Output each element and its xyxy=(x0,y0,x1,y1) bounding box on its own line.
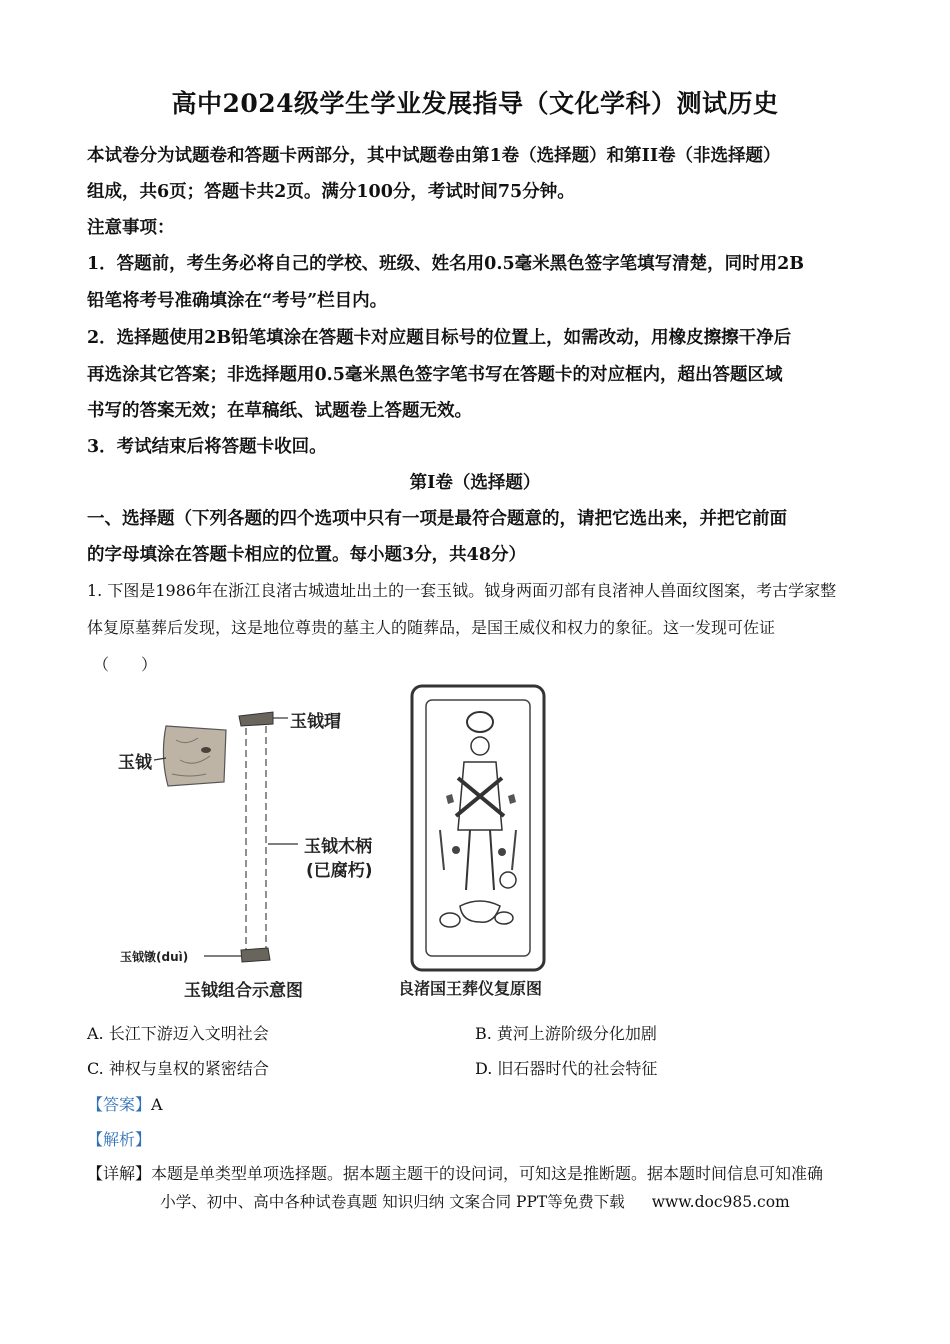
notice-item-1-line-2: 铅笔将考号准确填涂在“考号”栏目内。 xyxy=(87,291,388,311)
notice-heading: 注意事项： xyxy=(87,218,175,238)
notice-item-2-line-2: 再选涂其它答案；非选择题用0.5毫米黑色签字笔书写在答题卡的对应框内，超出答题区域 xyxy=(87,365,783,385)
intro-line-2: 组成，共6页；答题卡共2页。满分100分，考试时间75分钟。 xyxy=(87,182,575,202)
jade-axe-shape xyxy=(163,726,226,786)
option-b: B. 黄河上游阶级分化加剧 xyxy=(475,1024,657,1043)
notice-item-3: 3．考试结束后将答题卡收回。 xyxy=(87,437,327,457)
page-footer xyxy=(0,1190,950,1212)
footer-text: 小学、初中、高中各种试卷真题 知识归纳 文案合同 PPT等免费下载 xyxy=(160,1193,625,1211)
page-title: 高中2024级学生学业发展指导（文化学科）测试历史 xyxy=(171,89,779,118)
detail-text: 本题是单类型单项选择题。据本题主题干的设问词，可知这是推断题。据本题时间信息可知准确 xyxy=(151,1164,824,1183)
answer-tag: 【答案】 xyxy=(87,1095,152,1114)
jade-dui-shape xyxy=(241,948,270,962)
intro-line-1: 本试卷分为试题卷和答题卡两部分，其中试题卷由第1卷（选择题）和第II卷（非选择题） xyxy=(87,146,781,166)
footer-site[interactable]: www.doc985.com xyxy=(651,1193,790,1211)
option-a: A. 长江下游迈入文明社会 xyxy=(87,1024,269,1043)
option-d: D. 旧石器时代的社会特征 xyxy=(475,1059,658,1078)
question-stem-line-1: 1. 下图是1986年在浙江良渚古城遗址出土的一套玉钺。钺身两面刃部有良渚神人兽面纹图案，考古学家整 xyxy=(87,581,837,600)
answer-value: A xyxy=(151,1095,163,1114)
answer-line xyxy=(87,1092,163,1115)
notice-item-2-line-3: 书写的答案无效；在草稿纸、试题卷上答题无效。 xyxy=(87,401,472,421)
detail-tag: 【详解】 xyxy=(87,1164,152,1183)
label-jade-cap: 玉钺瑁 xyxy=(290,712,341,732)
section-heading-line-1: 一、选择题（下列各题的四个选项中只有一项是最符合题意的，请把它选出来，并把它前面 xyxy=(87,509,787,529)
section-heading-line-2: 的字母填涂在答题卡相应的位置。每小题3分，共48分） xyxy=(87,545,527,565)
detail-line xyxy=(87,1161,823,1184)
label-jade-axe: 玉钺 xyxy=(118,753,152,773)
notice-item-1-line-1: 1．答题前，考生务必将自己的学校、班级、姓名用0.5毫米黑色签字笔填写清楚，同时用2B xyxy=(87,254,805,274)
label-jade-handle-note: (已腐朽) xyxy=(306,861,373,881)
jade-cap-shape xyxy=(239,712,273,726)
notice-item-2-line-1: 2．选择题使用2B铅笔填涂在答题卡对应题目标号的位置上，如需改动，用橡皮擦擦干净后 xyxy=(87,328,792,348)
label-jade-handle: 玉钺木柄 xyxy=(304,837,372,857)
question-stem-line-3: （ ） xyxy=(93,655,158,674)
question-stem-line-2: 体复原墓葬后发现，这是地位尊贵的墓主人的随葬品，是国王威仪和权力的象征。这一发现可佐证 xyxy=(87,618,776,637)
part-heading: 第I卷（选择题） xyxy=(409,473,541,493)
question-figure xyxy=(108,680,568,1006)
caption-axe-diagram: 玉钺组合示意图 xyxy=(184,981,303,1001)
analysis-tag: 【解析】 xyxy=(87,1130,152,1149)
tomb-outline xyxy=(412,686,544,970)
label-jade-dui: 玉钺镦(duì) xyxy=(120,950,189,964)
option-c: C. 神权与皇权的紧密结合 xyxy=(87,1059,269,1078)
caption-burial-diagram: 良渚国王葬仪复原图 xyxy=(398,979,543,998)
